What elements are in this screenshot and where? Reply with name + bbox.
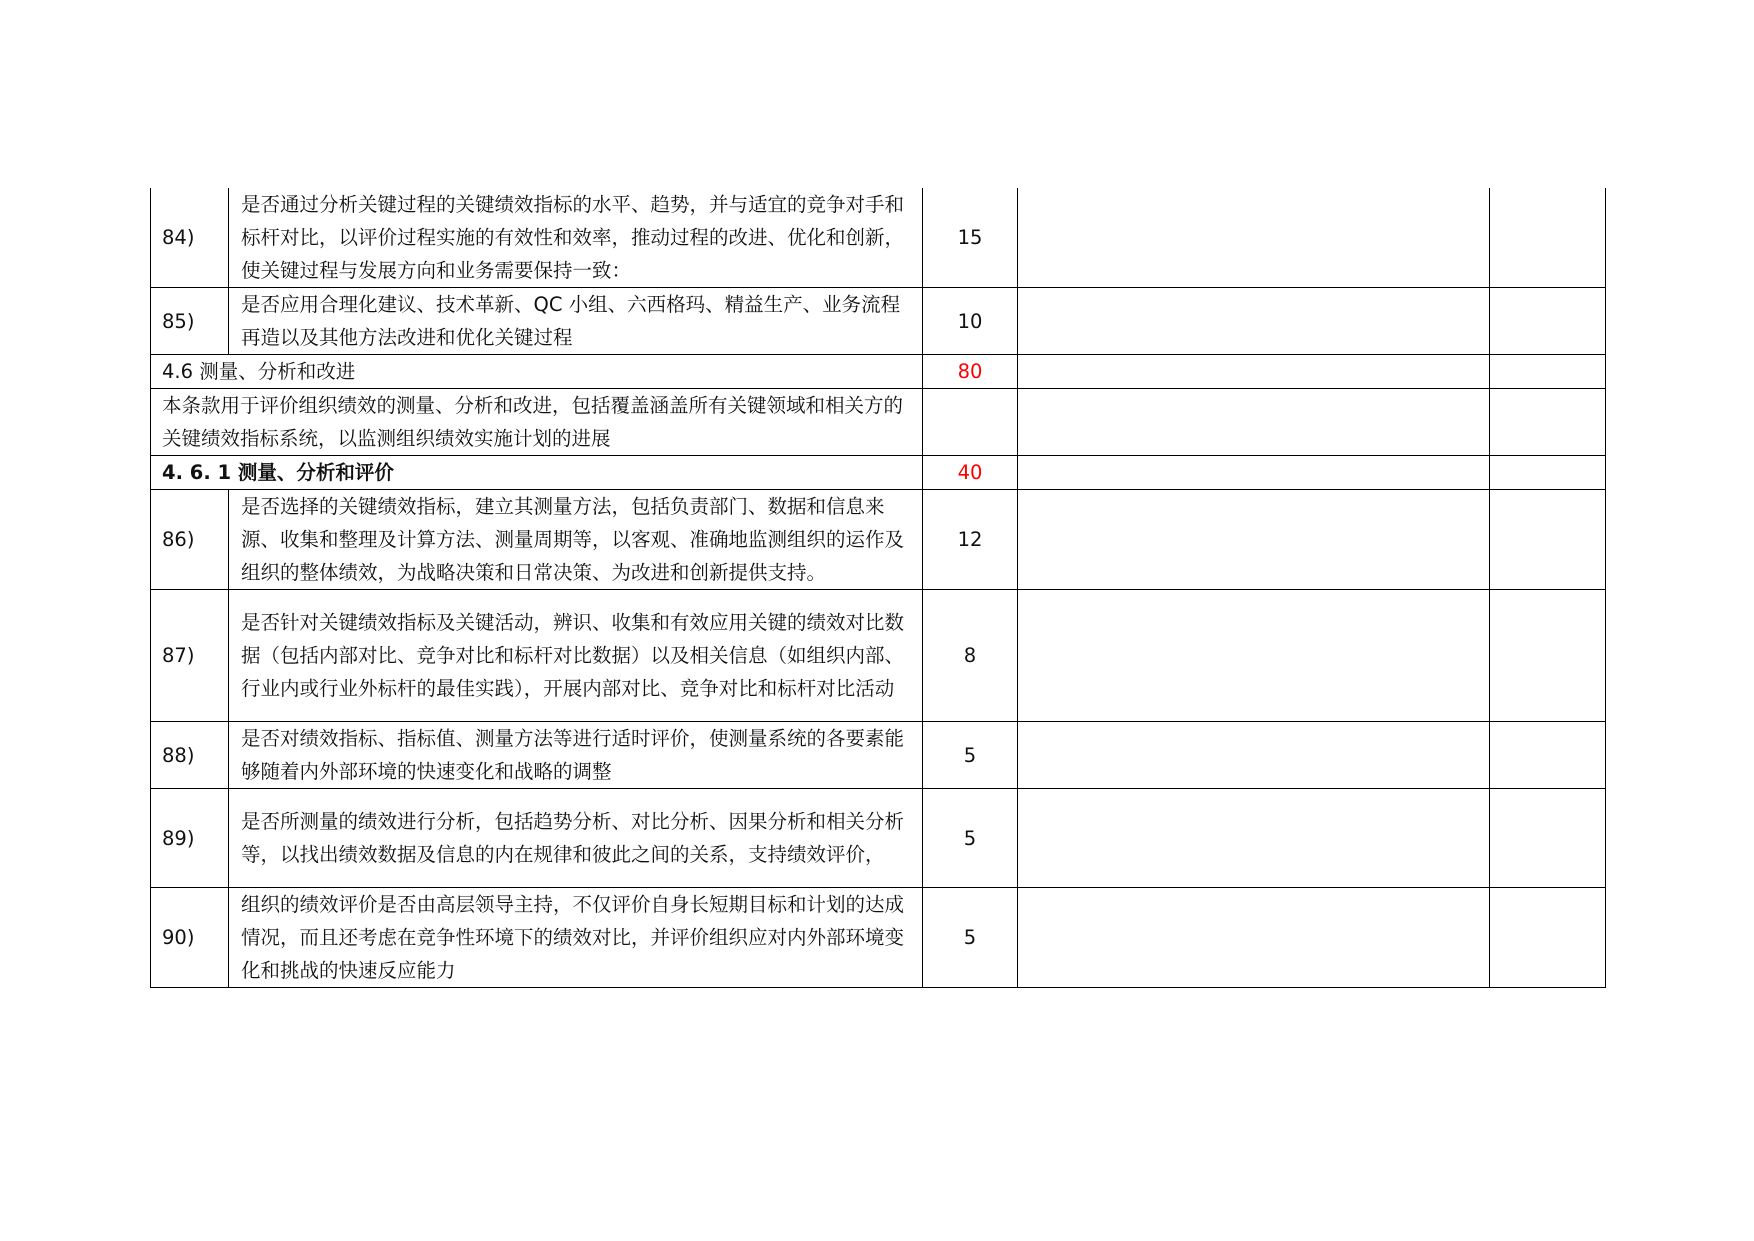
item-number: 86): [151, 490, 229, 590]
table-row: [151, 789, 1606, 888]
table-row: [151, 490, 1606, 590]
evaluation-cell: [1018, 389, 1490, 456]
item-number: 87): [151, 590, 229, 722]
remark-cell: [1490, 490, 1606, 590]
remark-cell: [1490, 789, 1606, 888]
subsection-row: [151, 456, 1606, 490]
table-row: [151, 722, 1606, 789]
remark-cell: [1490, 456, 1606, 490]
item-score: 10: [923, 288, 1018, 355]
section-score: 80: [923, 355, 1018, 389]
note-row: [151, 389, 1606, 456]
subsection-title: 4. 6. 1 测量、分析和评价: [151, 456, 923, 490]
remark-cell: [1490, 355, 1606, 389]
section-note: 本条款用于评价组织绩效的测量、分析和改进，包括覆盖涵盖所有关键领域和相关方的关键绩效指标系统，以监测组织绩效实施计划的进展: [151, 389, 923, 456]
evaluation-cell: [1018, 888, 1490, 988]
table-row: [151, 590, 1606, 722]
item-score: 5: [923, 888, 1018, 988]
remark-cell: [1490, 722, 1606, 789]
evaluation-table: [150, 188, 1606, 988]
note-score: [923, 389, 1018, 456]
item-description: 是否针对关键绩效指标及关键活动，辨识、收集和有效应用关键的绩效对比数据（包括内部对比、竞争对比和标杆对比数据）以及相关信息（如组织内部、行业内或行业外标杆的最佳实践），开展内部对比、竞争对比和标杆对比活动: [229, 590, 923, 722]
remark-cell: [1490, 389, 1606, 456]
evaluation-cell: [1018, 590, 1490, 722]
item-score: 5: [923, 722, 1018, 789]
remark-cell: [1490, 590, 1606, 722]
item-number: 85): [151, 288, 229, 355]
evaluation-cell: [1018, 490, 1490, 590]
item-number: 89): [151, 789, 229, 888]
item-description: 是否应用合理化建议、技术革新、QC 小组、六西格玛、精益生产、业务流程再造以及其他方法改进和优化关键过程: [229, 288, 923, 355]
remark-cell: [1490, 888, 1606, 988]
evaluation-cell: [1018, 355, 1490, 389]
item-number: 90): [151, 888, 229, 988]
evaluation-cell: [1018, 789, 1490, 888]
item-score: 12: [923, 490, 1018, 590]
item-description: 是否所测量的绩效进行分析，包括趋势分析、对比分析、因果分析和相关分析等，以找出绩效数据及信息的内在规律和彼此之间的关系，支持绩效评价，: [229, 789, 923, 888]
evaluation-cell: [1018, 456, 1490, 490]
remark-cell: [1490, 188, 1606, 288]
item-number: 84): [151, 188, 229, 288]
item-score: 5: [923, 789, 1018, 888]
item-description: 是否通过分析关键过程的关键绩效指标的水平、趋势，并与适宜的竞争对手和标杆对比，以评价过程实施的有效性和效率，推动过程的改进、优化和创新，使关键过程与发展方向和业务需要保持一致：: [229, 188, 923, 288]
item-score: 15: [923, 188, 1018, 288]
item-description: 是否选择的关键绩效指标，建立其测量方法，包括负责部门、数据和信息来源、收集和整理及计算方法、测量周期等，以客观、准确地监测组织的运作及组织的整体绩效，为战略决策和日常决策、为改进和创新提供支持。: [229, 490, 923, 590]
section-title: 4.6 测量、分析和改进: [151, 355, 923, 389]
evaluation-cell: [1018, 188, 1490, 288]
table-row: [151, 888, 1606, 988]
evaluation-cell: [1018, 722, 1490, 789]
remark-cell: [1490, 288, 1606, 355]
item-number: 88): [151, 722, 229, 789]
item-score: 8: [923, 590, 1018, 722]
table-row: [151, 288, 1606, 355]
section-row: [151, 355, 1606, 389]
item-description: 是否对绩效指标、指标值、测量方法等进行适时评价，使测量系统的各要素能够随着内外部环境的快速变化和战略的调整: [229, 722, 923, 789]
item-description: 组织的绩效评价是否由高层领导主持，不仅评价自身长短期目标和计划的达成情况，而且还考虑在竞争性环境下的绩效对比，并评价组织应对内外部环境变化和挑战的快速反应能力: [229, 888, 923, 988]
evaluation-cell: [1018, 288, 1490, 355]
subsection-score: 40: [923, 456, 1018, 490]
table-row: [151, 188, 1606, 288]
